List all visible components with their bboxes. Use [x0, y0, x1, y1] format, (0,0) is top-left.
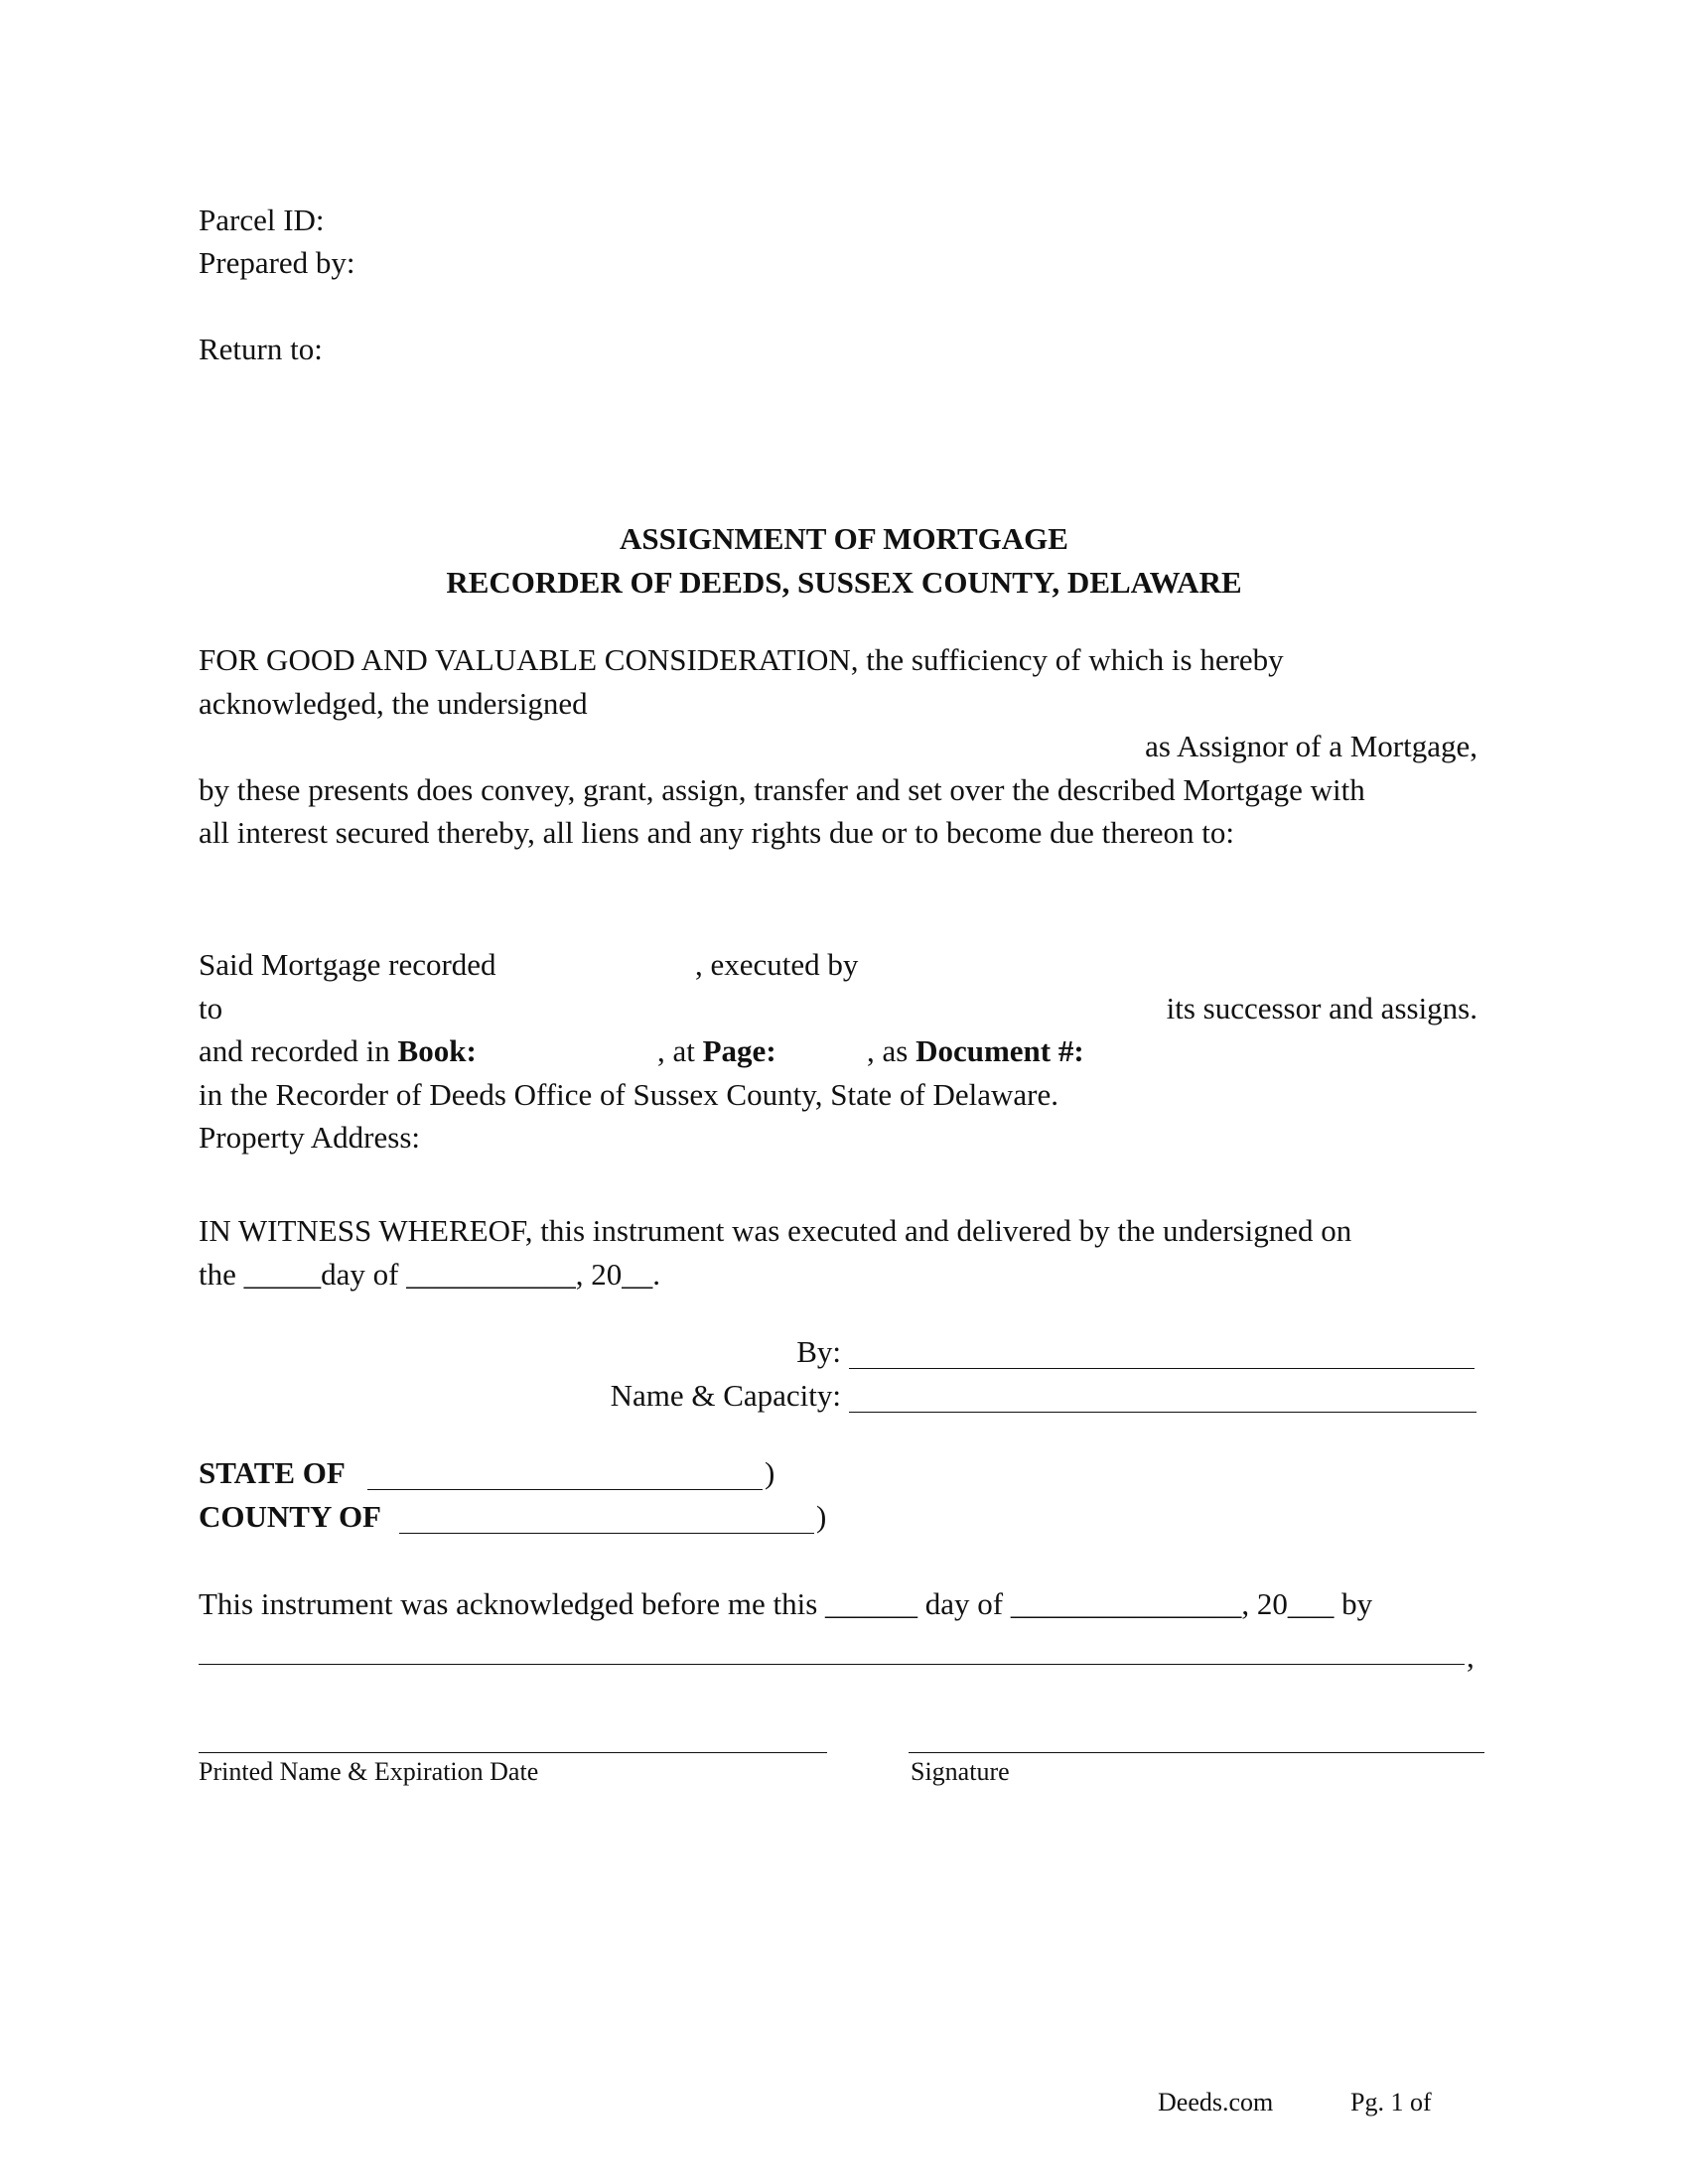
- county-of-line[interactable]: [399, 1533, 814, 1534]
- page-line: [657, 1032, 776, 1071]
- state-of-label: STATE OF: [199, 1455, 346, 1490]
- acknowledged-by-line[interactable]: [199, 1664, 1465, 1665]
- acknowledgment-line: This instrument was acknowledged before me this ______ day of _______________, 20___ by: [199, 1586, 1373, 1621]
- consideration-line-1: FOR GOOD AND VALUABLE CONSIDERATION, the sufficiency of which is hereby: [199, 642, 1284, 677]
- convey-line-2: all interest secured thereby, all liens and any rights due or to become due thereon to:: [199, 815, 1235, 850]
- by-signature-line[interactable]: [849, 1368, 1475, 1369]
- mortgage-recorded-label: Said Mortgage recorded: [199, 947, 496, 982]
- recorded-in-label: and recorded in: [199, 1033, 390, 1068]
- page-label: Page:: [702, 1033, 776, 1068]
- acknowledgment-comma: ,: [1467, 1639, 1475, 1674]
- witness-line-1: IN WITNESS WHEREOF, this instrument was executed and delivered by the undersigned on: [199, 1213, 1352, 1248]
- footer-page: Pg. 1 of: [1350, 2088, 1432, 2116]
- document-title: ASSIGNMENT OF MORTGAGE: [620, 521, 1068, 556]
- book-label: Book:: [397, 1033, 477, 1068]
- as-label: , as: [867, 1033, 909, 1068]
- footer-site: Deeds.com: [1158, 2088, 1274, 2116]
- assignor-text: as Assignor of a Mortgage,: [1145, 729, 1477, 763]
- printed-name-label: Printed Name & Expiration Date: [199, 1757, 539, 1786]
- recorder-office-text: in the Recorder of Deeds Office of Sussex County, State of Delaware.: [199, 1077, 1059, 1112]
- at-label: , at: [657, 1033, 695, 1068]
- return-to-label: Return to:: [199, 332, 323, 366]
- parcel-id-label: Parcel ID:: [199, 203, 325, 237]
- name-capacity-line[interactable]: [849, 1412, 1477, 1413]
- county-of-label: COUNTY OF: [199, 1499, 381, 1534]
- signature-label: Signature: [911, 1757, 1010, 1786]
- name-capacity-label: Name & Capacity:: [610, 1378, 841, 1413]
- property-address-label: Property Address:: [199, 1120, 421, 1155]
- prepared-by-label: Prepared by:: [199, 245, 355, 280]
- notary-signature-line[interactable]: [909, 1752, 1484, 1753]
- by-label: By:: [796, 1334, 841, 1369]
- witness-line-2: the _____day of ___________, 20__.: [199, 1257, 660, 1292]
- document-number-line: [867, 1032, 1084, 1071]
- document-subtitle: RECORDER OF DEEDS, SUSSEX COUNTY, DELAWARE: [446, 565, 1242, 600]
- convey-line-1: by these presents does convey, grant, assign, transfer and set over the described Mortgage with: [199, 772, 1365, 807]
- state-bracket: ): [765, 1455, 775, 1490]
- recorded-in-line: [199, 1032, 477, 1071]
- executed-by-label: , executed by: [695, 947, 859, 982]
- document-number-label: Document #:: [915, 1033, 1084, 1068]
- to-label: to: [199, 991, 223, 1025]
- consideration-line-2: acknowledged, the undersigned: [199, 686, 588, 721]
- successor-text: its successor and assigns.: [1166, 991, 1477, 1025]
- state-of-line[interactable]: [367, 1489, 763, 1490]
- county-bracket: ): [816, 1499, 827, 1534]
- printed-name-line[interactable]: [199, 1752, 827, 1753]
